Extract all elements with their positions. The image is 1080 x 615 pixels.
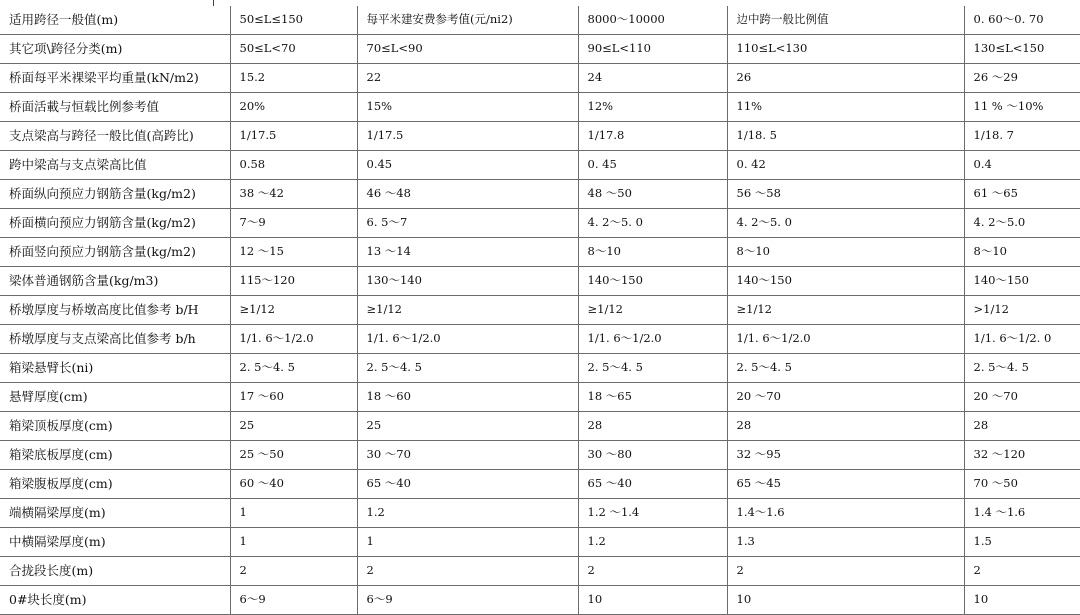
value-cell: 8～10: [964, 238, 1080, 267]
value-cell: 15%: [357, 93, 578, 122]
value-cell: 1: [357, 528, 578, 557]
value-cell: 1.2: [357, 499, 578, 528]
value-cell: 130～140: [357, 267, 578, 296]
value-cell: 13 ～14: [357, 238, 578, 267]
row-label-cell: 箱梁悬臂长(ni): [0, 354, 230, 383]
table-row: [0, 470, 1080, 499]
value-cell: 25 ～50: [230, 441, 357, 470]
value-cell: 110≤L<130: [727, 35, 964, 64]
value-cell: 1/17.8: [578, 122, 727, 151]
value-cell: 12%: [578, 93, 727, 122]
value-cell: 6～9: [357, 586, 578, 615]
value-cell: 56 ～58: [727, 180, 964, 209]
table-row: [0, 296, 1080, 325]
value-cell: 1/18. 5: [727, 122, 964, 151]
table-row: [0, 209, 1080, 238]
value-cell: 140～150: [727, 267, 964, 296]
value-cell: 1/1. 6～1/2.0: [230, 325, 357, 354]
row-label-cell: 端横隔梁厚度(m): [0, 499, 230, 528]
value-cell: 8～10: [578, 238, 727, 267]
value-cell: ≥1/12: [230, 296, 357, 325]
value-cell: 1/1. 6～1/2.0: [357, 325, 578, 354]
value-cell: 61 ～65: [964, 180, 1080, 209]
value-cell: 10: [727, 586, 964, 615]
value-cell: 12 ～15: [230, 238, 357, 267]
table-row: [0, 6, 1080, 35]
row-label-cell: 0#块长度(m): [0, 586, 230, 615]
value-cell: 2: [727, 557, 964, 586]
table-row: [0, 586, 1080, 615]
value-cell: 15.2: [230, 64, 357, 93]
value-cell: 2. 5～4. 5: [727, 354, 964, 383]
table-row: [0, 528, 1080, 557]
value-cell: ≥1/12: [727, 296, 964, 325]
value-cell: 6. 5～7: [357, 209, 578, 238]
value-cell: 25: [357, 412, 578, 441]
table-row: [0, 35, 1080, 64]
value-cell: 1/1. 6～1/2.0: [727, 325, 964, 354]
value-cell: ≥1/12: [578, 296, 727, 325]
value-cell: 32 ～120: [964, 441, 1080, 470]
table-row: [0, 354, 1080, 383]
value-cell: 50≤L≤150: [230, 6, 357, 35]
value-cell: 20 ～70: [727, 383, 964, 412]
value-cell: 130≤L<150: [964, 35, 1080, 64]
row-label-cell: 箱梁腹板厚度(cm): [0, 470, 230, 499]
table-row: [0, 64, 1080, 93]
value-cell: 140～150: [964, 267, 1080, 296]
value-cell: 1/1. 6～1/2.0: [578, 325, 727, 354]
value-cell: 115～120: [230, 267, 357, 296]
value-cell: 1.4 ～1.6: [964, 499, 1080, 528]
value-cell: 90≤L<110: [578, 35, 727, 64]
value-cell: 28: [578, 412, 727, 441]
value-cell: 18 ～60: [357, 383, 578, 412]
value-cell: 4. 2～5. 0: [578, 209, 727, 238]
bridge-parameters-table: [0, 6, 1080, 615]
value-cell: 11 % ～10%: [964, 93, 1080, 122]
value-cell: 每平米建安费参考值(元/ni2): [357, 6, 578, 35]
value-cell: 48 ～50: [578, 180, 727, 209]
value-cell: 边中跨一般比例值: [727, 6, 964, 35]
value-cell: 2. 5～4. 5: [230, 354, 357, 383]
row-label-cell: 悬臂厚度(cm): [0, 383, 230, 412]
value-cell: 1: [230, 499, 357, 528]
value-cell: 0. 45: [578, 151, 727, 180]
table-row: [0, 93, 1080, 122]
value-cell: 20%: [230, 93, 357, 122]
table-row: [0, 180, 1080, 209]
value-cell: 18 ～65: [578, 383, 727, 412]
value-cell: 60 ～40: [230, 470, 357, 499]
value-cell: >1/12: [964, 296, 1080, 325]
value-cell: 30 ～70: [357, 441, 578, 470]
row-label-cell: 适用跨径一般值(m): [0, 6, 230, 35]
row-label-cell: 支点梁高与跨径一般比值(高跨比): [0, 122, 230, 151]
value-cell: 2: [357, 557, 578, 586]
table-row: [0, 383, 1080, 412]
value-cell: 0. 42: [727, 151, 964, 180]
value-cell: 28: [727, 412, 964, 441]
table-row: [0, 122, 1080, 151]
value-cell: 70≤L<90: [357, 35, 578, 64]
value-cell: 0.58: [230, 151, 357, 180]
table-row: [0, 267, 1080, 296]
value-cell: 1/17.5: [230, 122, 357, 151]
value-cell: 65 ～40: [357, 470, 578, 499]
table-row: [0, 325, 1080, 354]
row-label-cell: 桥面竖向预应力钢筋含量(kg/m2): [0, 238, 230, 267]
table-row: [0, 412, 1080, 441]
value-cell: 11%: [727, 93, 964, 122]
value-cell: 1.2 ～1.4: [578, 499, 727, 528]
value-cell: 2. 5～4. 5: [357, 354, 578, 383]
value-cell: 10: [964, 586, 1080, 615]
value-cell: 10: [578, 586, 727, 615]
value-cell: 2: [230, 557, 357, 586]
value-cell: 50≤L<70: [230, 35, 357, 64]
value-cell: 0.4: [964, 151, 1080, 180]
value-cell: 65 ～45: [727, 470, 964, 499]
value-cell: 6～9: [230, 586, 357, 615]
value-cell: 28: [964, 412, 1080, 441]
value-cell: 2. 5～4. 5: [578, 354, 727, 383]
value-cell: 8000～10000: [578, 6, 727, 35]
value-cell: 140～150: [578, 267, 727, 296]
row-label-cell: 桥墩厚度与桥墩高度比值参考 b/H: [0, 296, 230, 325]
row-label-cell: 桥面横向预应力钢筋含量(kg/m2): [0, 209, 230, 238]
row-label-cell: 桥面活載与恒载比例参考值: [0, 93, 230, 122]
value-cell: 2: [964, 557, 1080, 586]
value-cell: ≥1/12: [357, 296, 578, 325]
row-label-cell: 箱梁顶板厚度(cm): [0, 412, 230, 441]
row-label-cell: 其它项\跨径分类(m): [0, 35, 230, 64]
value-cell: 7～9: [230, 209, 357, 238]
value-cell: 25: [230, 412, 357, 441]
value-cell: 2: [578, 557, 727, 586]
value-cell: 17 ～60: [230, 383, 357, 412]
row-label-cell: 桥墩厚度与支点梁高比值参考 b/h: [0, 325, 230, 354]
value-cell: 26 ～29: [964, 64, 1080, 93]
value-cell: 22: [357, 64, 578, 93]
value-cell: 38 ～42: [230, 180, 357, 209]
table-row: [0, 238, 1080, 267]
table-row: [0, 557, 1080, 586]
value-cell: 20 ～70: [964, 383, 1080, 412]
value-cell: 1.3: [727, 528, 964, 557]
row-label-cell: 合拢段长度(m): [0, 557, 230, 586]
row-label-cell: 中横隔梁厚度(m): [0, 528, 230, 557]
value-cell: 1.2: [578, 528, 727, 557]
value-cell: 1: [230, 528, 357, 557]
value-cell: 0.45: [357, 151, 578, 180]
value-cell: 1/18. 7: [964, 122, 1080, 151]
value-cell: 26: [727, 64, 964, 93]
table-row: [0, 499, 1080, 528]
row-label-cell: 桥面纵向预应力钢筋含量(kg/m2): [0, 180, 230, 209]
value-cell: 30 ～80: [578, 441, 727, 470]
row-label-cell: 箱梁底板厚度(cm): [0, 441, 230, 470]
value-cell: 65 ～40: [578, 470, 727, 499]
value-cell: 1.5: [964, 528, 1080, 557]
value-cell: 1/17.5: [357, 122, 578, 151]
value-cell: 4. 2～5.0: [964, 209, 1080, 238]
table-row: [0, 441, 1080, 470]
value-cell: 32 ～95: [727, 441, 964, 470]
row-label-cell: 桥面每平米裸梁平均重量(kN/m2): [0, 64, 230, 93]
row-label-cell: 跨中梁高与支点梁高比值: [0, 151, 230, 180]
row-label-cell: 梁体普通钢筋含量(kg/m3): [0, 267, 230, 296]
value-cell: 24: [578, 64, 727, 93]
value-cell: 1.4～1.6: [727, 499, 964, 528]
value-cell: 4. 2～5. 0: [727, 209, 964, 238]
value-cell: 2. 5～4. 5: [964, 354, 1080, 383]
value-cell: 46 ～48: [357, 180, 578, 209]
value-cell: 0. 60～0. 70: [964, 6, 1080, 35]
table-body: [0, 6, 1080, 615]
table-row: [0, 151, 1080, 180]
value-cell: 8～10: [727, 238, 964, 267]
value-cell: 70 ～50: [964, 470, 1080, 499]
value-cell: 1/1. 6～1/2. 0: [964, 325, 1080, 354]
